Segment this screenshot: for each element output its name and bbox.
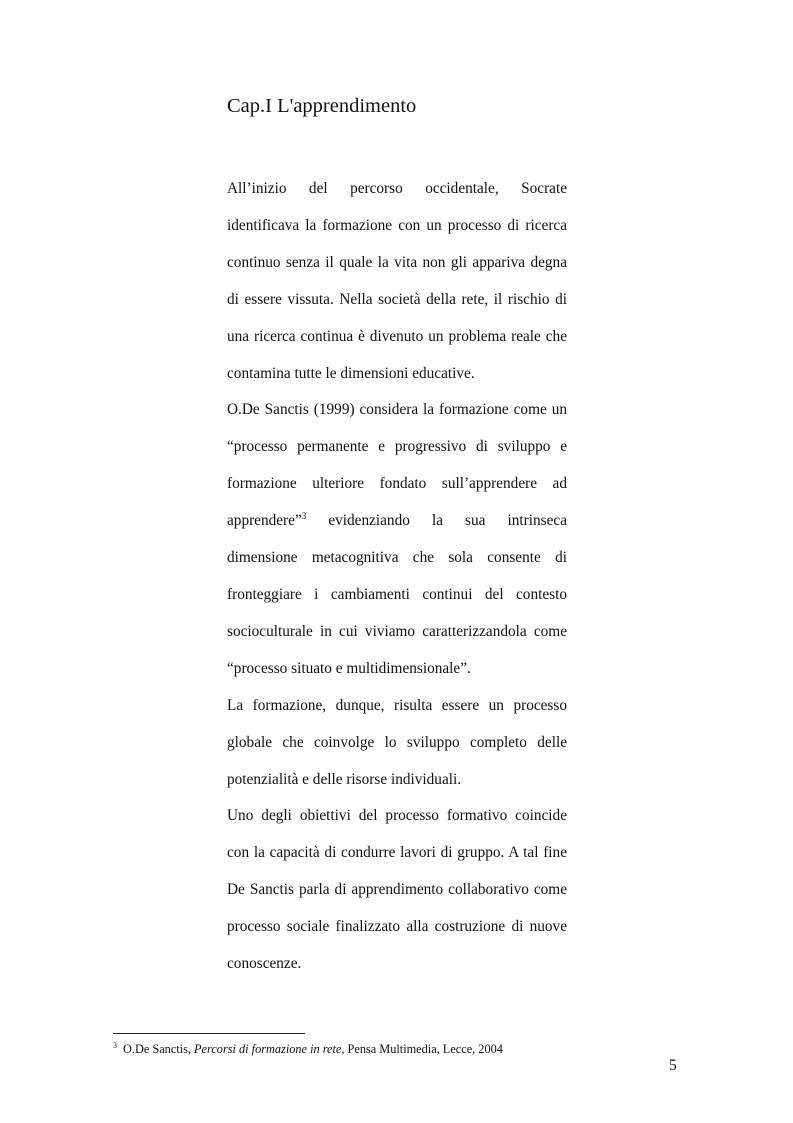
footnote-author: O.De Sanctis, <box>123 1042 191 1056</box>
footnote-marker: 3 <box>113 1041 117 1050</box>
paragraph-text-after-note: evidenziando la sua intrinseca dimensione metacognitiva che sola consente di fronteggiare i cambiamenti continui del contesto socioculturale in cui viviamo caratterizzandola come “processo situato e multidimensionale”. <box>227 512 567 677</box>
body-text <box>227 171 567 983</box>
paragraph-text-before-note: O.De Sanctis (1999) considera la formazione come un “processo permanente e progressivo di sviluppo e formazione ulteriore fondato sull’apprendere ad apprendere” <box>227 401 567 530</box>
chapter-title: Cap.I L'apprendimento <box>227 95 417 117</box>
footnote-reference[interactable]: 3 <box>301 511 307 522</box>
footnote-title: Percorsi di formazione in rete, <box>194 1042 345 1056</box>
paragraph-socrate: All’inizio del percorso occidentale, Socrate identificava la formazione con un processo di ricerca continuo senza il quale la vita non gli appariva degna di essere vissuta. Nella società della rete, il rischio di una ricerca continua è divenuto un problema reale che contamina tutte le dimensioni educative. <box>227 180 567 382</box>
footnote <box>113 1042 503 1057</box>
page-number: 5 <box>669 1057 677 1074</box>
paragraph-apprendimento-collaborativo: Uno degli obiettivi del processo formativo coincide con la capacità di condurre lavori di gruppo. A tal fine De Sanctis parla di apprendimento collaborativo come processo sociale finalizzato alla costruzione di nuove conoscenze. <box>227 807 567 973</box>
paragraph-de-sanctis-definition <box>227 392 567 687</box>
footnote-publisher: Pensa Multimedia, Lecce, 2004 <box>347 1042 503 1056</box>
paragraph-formazione-globale: La formazione, dunque, risulta essere un processo globale che coinvolge lo sviluppo completo delle potenzialità e delle risorse individuali. <box>227 696 567 788</box>
footnote-divider <box>113 1033 305 1034</box>
